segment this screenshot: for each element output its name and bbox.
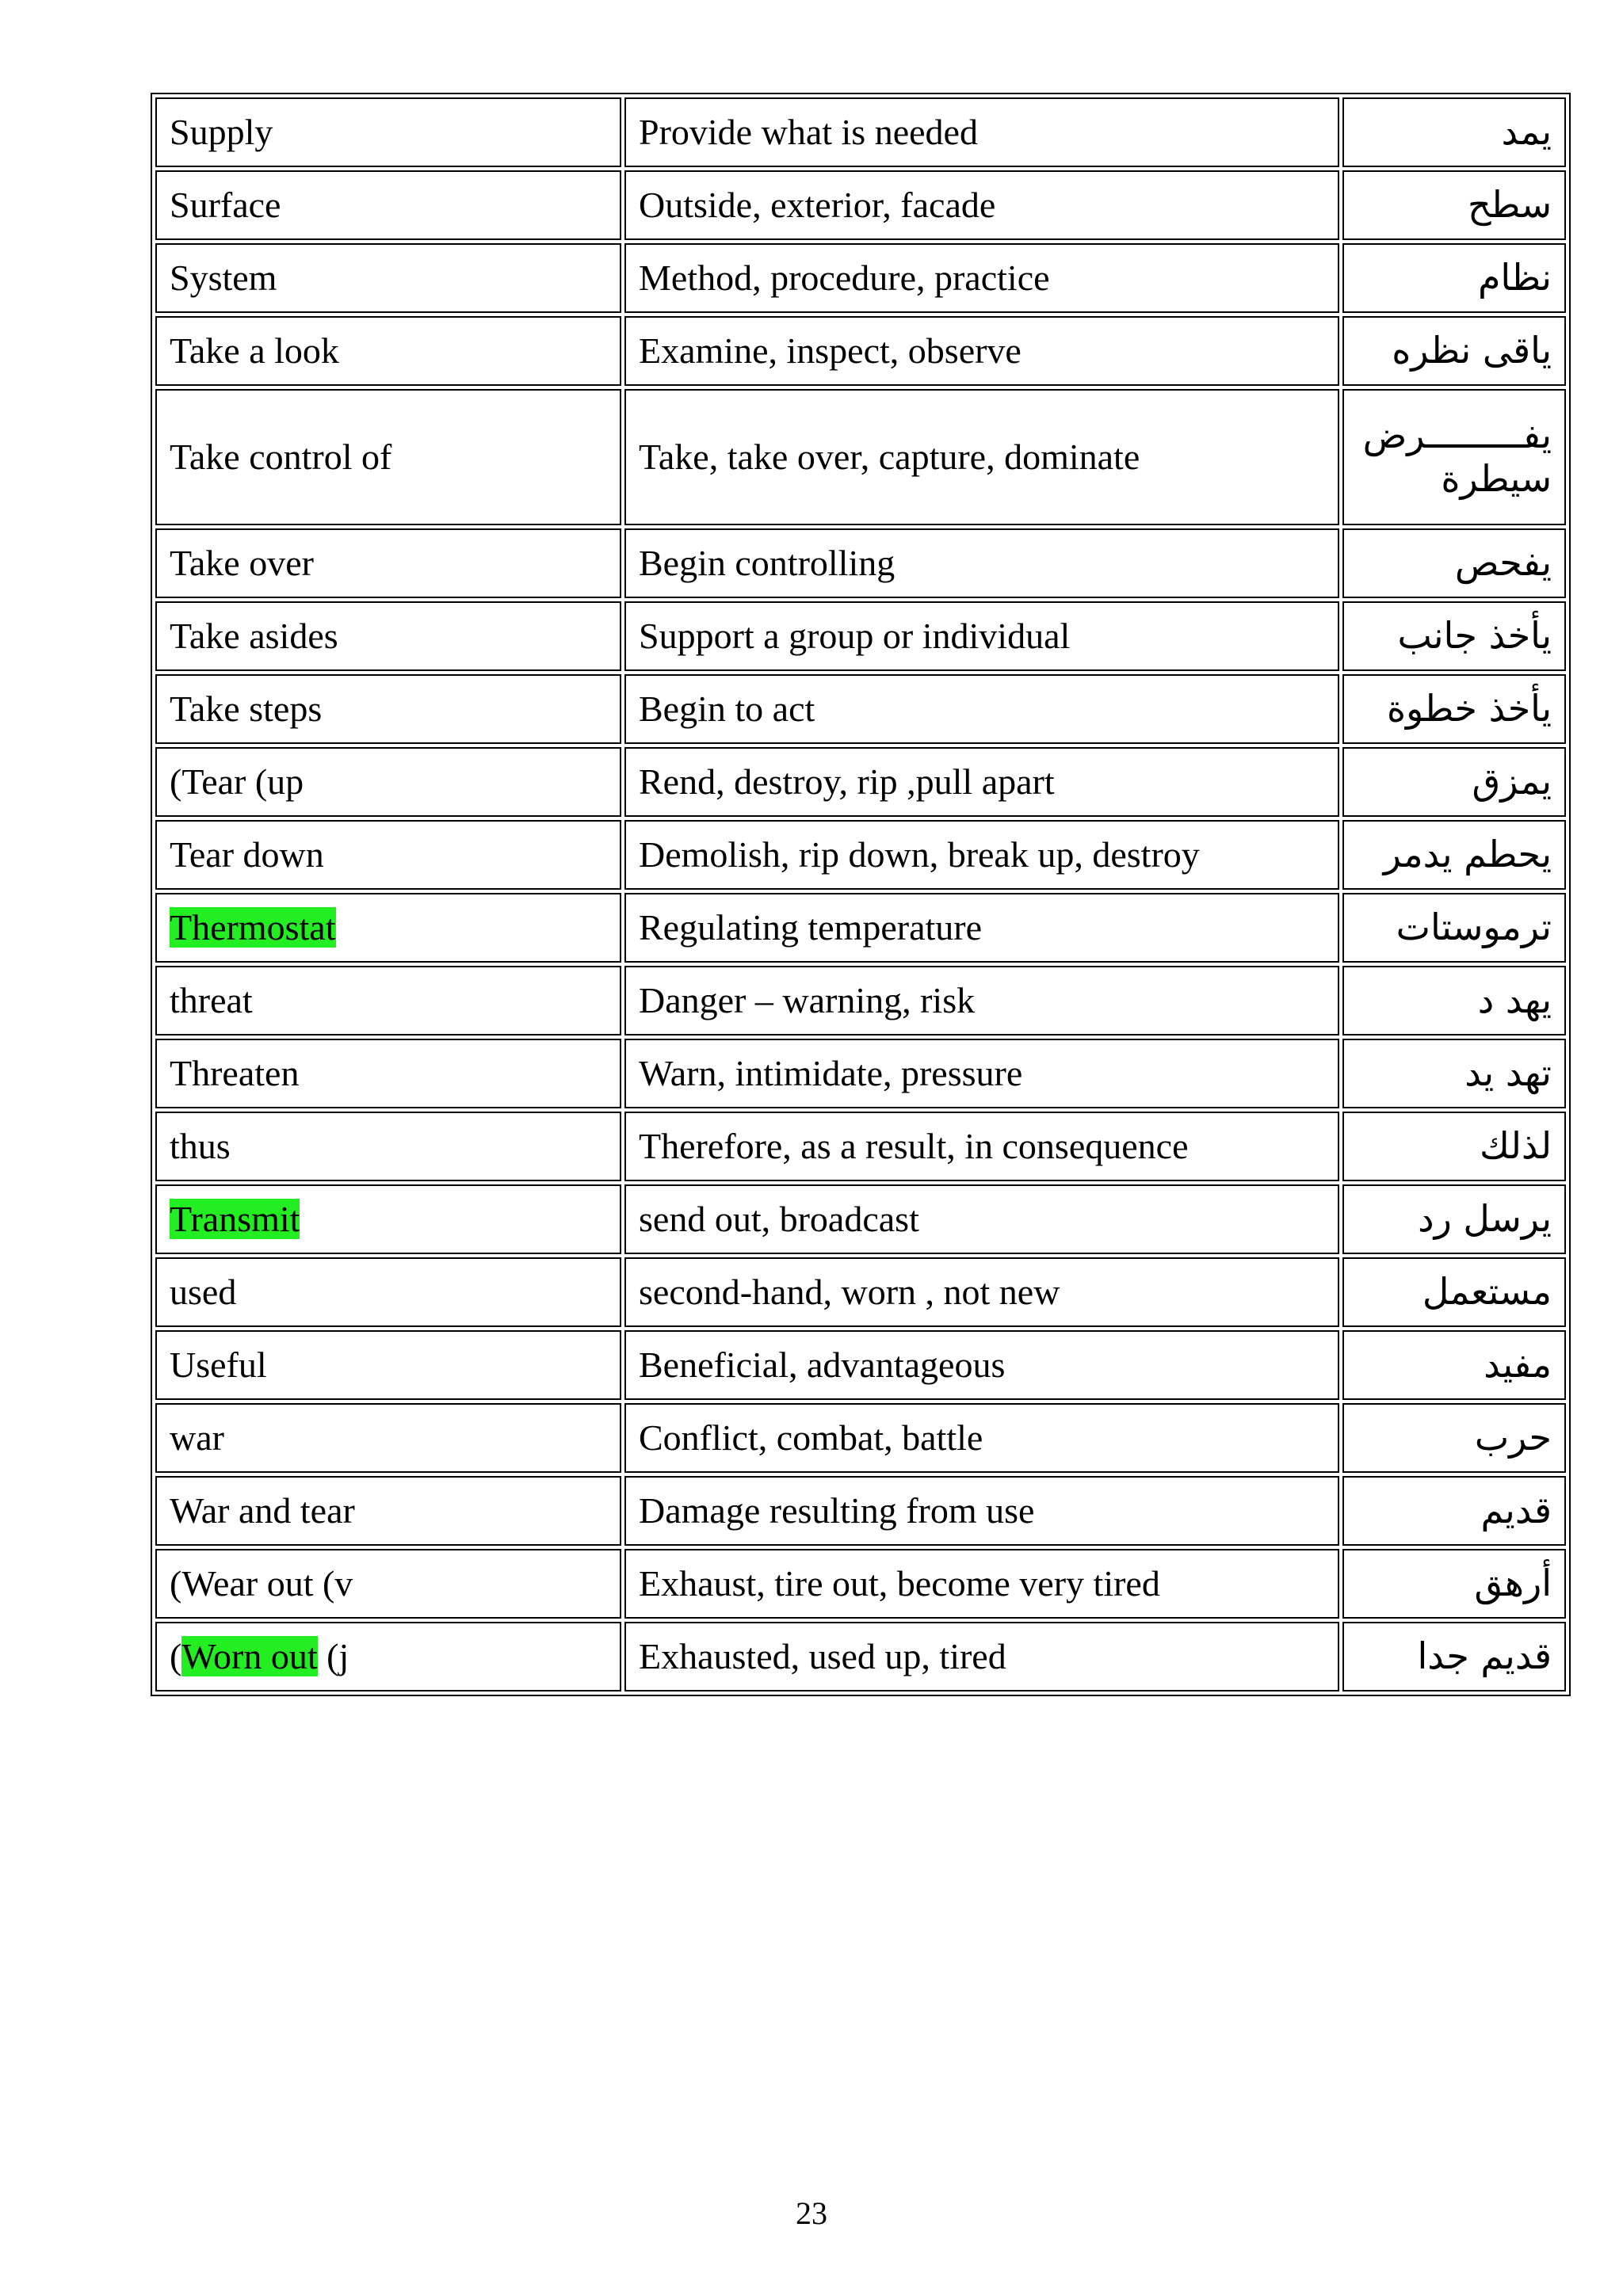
definition-cell: Take, take over, capture, dominate bbox=[624, 389, 1339, 525]
arabic-cell: يهد د bbox=[1342, 966, 1566, 1035]
vocabulary-table bbox=[151, 93, 1571, 1696]
table-row bbox=[155, 389, 1566, 525]
highlighted-term: Transmit bbox=[170, 1199, 300, 1240]
arabic-cell: يمزق bbox=[1342, 747, 1566, 817]
term-cell: Threaten bbox=[155, 1039, 621, 1108]
term-cell: War and tear bbox=[155, 1476, 621, 1546]
arabic-cell: تهد يد bbox=[1342, 1039, 1566, 1108]
definition-cell: Danger – warning, risk bbox=[624, 966, 1339, 1035]
term-cell: Surface bbox=[155, 170, 621, 240]
table-row bbox=[155, 674, 1566, 744]
definition-cell: Examine, inspect, observe bbox=[624, 316, 1339, 386]
table-row bbox=[155, 97, 1566, 167]
definition-cell: Method, procedure, practice bbox=[624, 243, 1339, 313]
table-row bbox=[155, 966, 1566, 1035]
term-cell: used bbox=[155, 1257, 621, 1327]
arabic-cell: يفحص bbox=[1342, 528, 1566, 598]
term-cell: thus bbox=[155, 1112, 621, 1181]
arabic-cell: قديم bbox=[1342, 1476, 1566, 1546]
definition-cell: Rend, destroy, rip ,pull apart bbox=[624, 747, 1339, 817]
arabic-cell: أرهق bbox=[1342, 1549, 1566, 1619]
table-row bbox=[155, 1257, 1566, 1327]
term-cell: war bbox=[155, 1403, 621, 1473]
arabic-cell: ترموستات bbox=[1342, 893, 1566, 963]
definition-cell: Therefore, as a result, in consequence bbox=[624, 1112, 1339, 1181]
term-suffix: (j bbox=[317, 1636, 349, 1677]
term-cell: threat bbox=[155, 966, 621, 1035]
definition-cell: Damage resulting from use bbox=[624, 1476, 1339, 1546]
term-cell: Take steps bbox=[155, 674, 621, 744]
highlighted-term: Worn out bbox=[181, 1636, 318, 1677]
term-cell bbox=[155, 893, 621, 963]
arabic-cell: يمد bbox=[1342, 97, 1566, 167]
term-cell: Take over bbox=[155, 528, 621, 598]
term-cell: Take a look bbox=[155, 316, 621, 386]
table-row bbox=[155, 747, 1566, 817]
definition-cell: Beneficial, advantageous bbox=[624, 1330, 1339, 1400]
definition-cell: send out, broadcast bbox=[624, 1184, 1339, 1254]
term-cell bbox=[155, 1622, 621, 1691]
definition-cell: Outside, exterior, facade bbox=[624, 170, 1339, 240]
arabic-cell: سطح bbox=[1342, 170, 1566, 240]
table-row bbox=[155, 316, 1566, 386]
table-row bbox=[155, 1184, 1566, 1254]
term-cell bbox=[155, 1184, 621, 1254]
term-cell: (Wear out (v bbox=[155, 1549, 621, 1619]
table-row bbox=[155, 528, 1566, 598]
arabic-cell: حرب bbox=[1342, 1403, 1566, 1473]
definition-cell: Support a group or individual bbox=[624, 601, 1339, 671]
definition-cell: Provide what is needed bbox=[624, 97, 1339, 167]
term-cell: System bbox=[155, 243, 621, 313]
term-cell: Take control of bbox=[155, 389, 621, 525]
table-row bbox=[155, 1622, 1566, 1691]
arabic-cell: ياقى نظره bbox=[1342, 316, 1566, 386]
term-cell: Take asides bbox=[155, 601, 621, 671]
term-cell: Useful bbox=[155, 1330, 621, 1400]
table-row bbox=[155, 1549, 1566, 1619]
table-row bbox=[155, 1112, 1566, 1181]
table-row bbox=[155, 893, 1566, 963]
definition-cell: Warn, intimidate, pressure bbox=[624, 1039, 1339, 1108]
arabic-cell: يأخذ خطوة bbox=[1342, 674, 1566, 744]
table-row bbox=[155, 820, 1566, 890]
arabic-cell: نظام bbox=[1342, 243, 1566, 313]
term-cell: (Tear (up bbox=[155, 747, 621, 817]
definition-cell: Exhaust, tire out, become very tired bbox=[624, 1549, 1339, 1619]
definition-cell: Conflict, combat, battle bbox=[624, 1403, 1339, 1473]
table-row bbox=[155, 170, 1566, 240]
highlighted-term: Thermostat bbox=[170, 907, 336, 948]
term-prefix: ( bbox=[170, 1636, 182, 1677]
arabic-cell: يحطم يدمر bbox=[1342, 820, 1566, 890]
definition-cell: Demolish, rip down, break up, destroy bbox=[624, 820, 1339, 890]
definition-cell: second-hand, worn , not new bbox=[624, 1257, 1339, 1327]
arabic-cell: مستعمل bbox=[1342, 1257, 1566, 1327]
arabic-cell: مفيد bbox=[1342, 1330, 1566, 1400]
table-row bbox=[155, 1330, 1566, 1400]
table-row bbox=[155, 243, 1566, 313]
vocabulary-table-container bbox=[151, 93, 1564, 1696]
arabic-cell: يرسل رد bbox=[1342, 1184, 1566, 1254]
term-cell: Tear down bbox=[155, 820, 621, 890]
definition-cell: Regulating temperature bbox=[624, 893, 1339, 963]
definition-cell: Exhausted, used up, tired bbox=[624, 1622, 1339, 1691]
term-cell: Supply bbox=[155, 97, 621, 167]
page-number: 23 bbox=[796, 2195, 827, 2231]
table-row bbox=[155, 1039, 1566, 1108]
arabic-cell: يأخذ جانب bbox=[1342, 601, 1566, 671]
arabic-cell: يفـــــــــرض سيطرة bbox=[1342, 389, 1566, 525]
definition-cell: Begin to act bbox=[624, 674, 1339, 744]
arabic-cell: لذلك bbox=[1342, 1112, 1566, 1181]
table-row bbox=[155, 1403, 1566, 1473]
table-row bbox=[155, 1476, 1566, 1546]
arabic-cell: قديم جدا bbox=[1342, 1622, 1566, 1691]
table-row bbox=[155, 601, 1566, 671]
definition-cell: Begin controlling bbox=[624, 528, 1339, 598]
